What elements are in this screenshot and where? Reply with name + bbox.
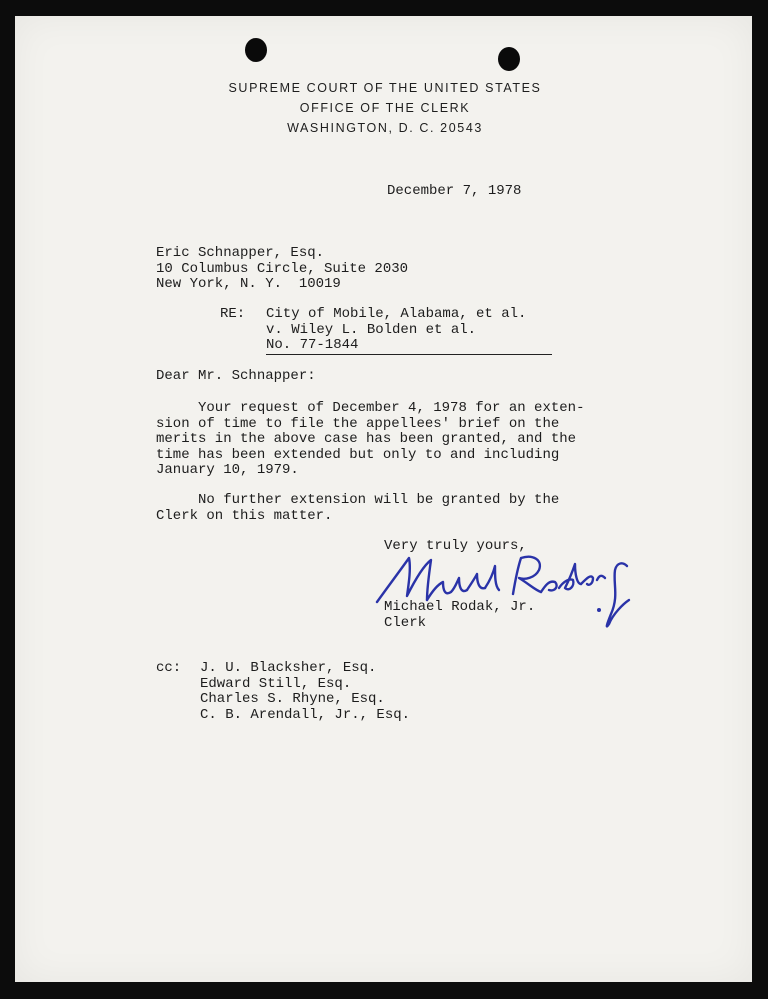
signature-text: Michael Rodak Jr	[373, 544, 381, 545]
re-subject	[266, 307, 526, 354]
body-paragraph-2	[156, 493, 559, 524]
handwritten-signature	[373, 544, 633, 630]
recipient-name: Eric Schnapper, Esq.	[156, 245, 325, 261]
faint-show-through	[135, 521, 144, 559]
recipient-address	[156, 246, 408, 293]
re-label: RE:	[220, 306, 246, 322]
body-paragraph-1	[156, 401, 584, 479]
letter-date: December 7, 1978	[387, 183, 522, 199]
recipient-street: 10 Columbus Circle, Suite 2030	[156, 260, 409, 277]
recipient-city: New York, N. Y. 10019	[156, 276, 341, 292]
letter-page	[15, 16, 752, 982]
punch-hole-left	[245, 38, 267, 62]
letterhead-address: WASHINGTON, D. C. 20543	[287, 121, 483, 135]
signer-name: Michael Rodak, Jr.	[384, 599, 536, 615]
body-line: merits in the above case has been granted, and the	[156, 431, 577, 447]
cc-recipient-list	[200, 661, 410, 723]
cc-recipient: Edward Still, Esq.	[200, 675, 352, 692]
cc-recipient: Charles S. Rhyne, Esq.	[200, 691, 385, 707]
re-line-1: City of Mobile, Alabama, et al.	[266, 306, 527, 322]
body-line: Clerk on this matter.	[156, 507, 333, 524]
re-line-2: v. Wiley L. Bolden et al.	[266, 321, 477, 338]
letterhead-court-name: SUPREME COURT OF THE UNITED STATES	[228, 81, 542, 95]
re-underline	[266, 354, 552, 355]
body-line: sion of time to file the appellees' brief on the	[156, 415, 560, 432]
body-line: time has been extended but only to and including	[156, 446, 560, 463]
re-case-number: No. 77-1844	[266, 337, 359, 353]
body-line: No further extension will be granted by the	[156, 492, 560, 508]
salutation: Dear Mr. Schnapper:	[156, 368, 316, 384]
cc-label: cc:	[156, 660, 182, 676]
body-line: Your request of December 4, 1978 for an exten-	[156, 400, 585, 416]
closing: Very truly yours,	[384, 538, 527, 554]
punch-hole-right	[498, 47, 520, 71]
letterhead-office: OFFICE OF THE CLERK	[299, 101, 471, 115]
cc-recipient: J. U. Blacksher, Esq.	[200, 660, 377, 676]
cc-recipient: C. B. Arendall, Jr., Esq.	[200, 706, 411, 723]
body-line: January 10, 1979.	[156, 462, 299, 478]
signer-title: Clerk	[384, 614, 427, 631]
